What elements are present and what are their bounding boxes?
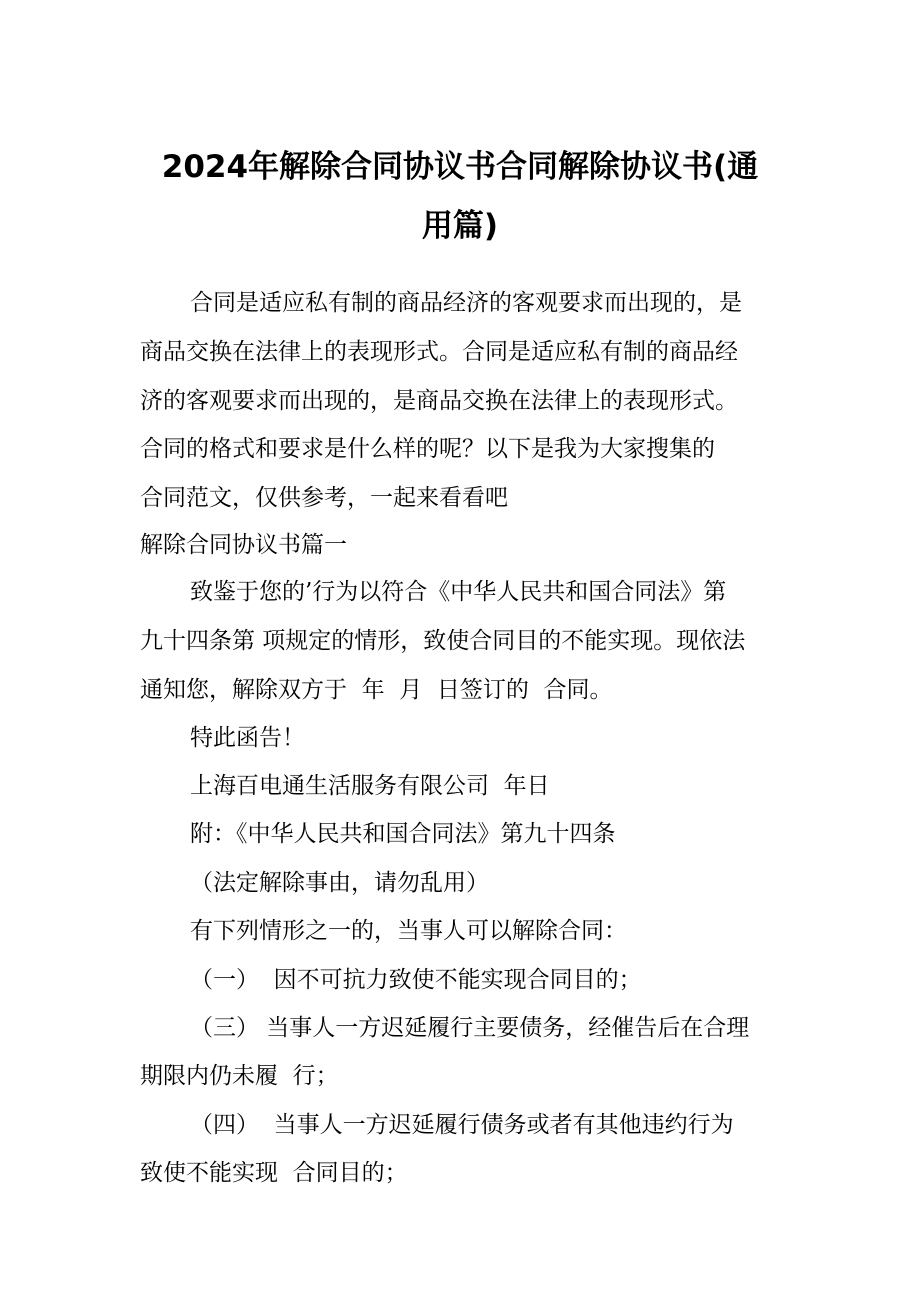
intro-line-4: 合同的格式和要求是什么样的呢？以下是我为大家搜集的	[140, 436, 715, 462]
appendix-note: （法定解除事由，请勿乱用）	[190, 870, 489, 896]
intro-line-2: 商品交换在法律上的表现形式。合同是适应私有制的商品经	[140, 339, 738, 365]
clause-3-line-1: （三） 当事人一方迟延履行主要债务，经催告后在合理	[190, 1015, 750, 1041]
appendix-title: 附：《中华人民共和国合同法》第九十四条	[190, 821, 616, 847]
clause-1: （一） 因不可抗力致使不能实现合同目的；	[190, 967, 642, 993]
document-title-line-2: 用篇)	[421, 208, 499, 244]
clause-4-line-1: （四） 当事人一方迟延履行债务或者有其他违约行为	[190, 1112, 734, 1138]
closing-line: 特此函告！	[190, 725, 305, 751]
section-heading: 解除合同协议书篇一	[140, 532, 347, 558]
intro-line-3: 济的客观要求而出现的，是商品交换在法律上的表现形式。	[140, 388, 738, 414]
clause-3-line-2: 期限内仍未履 行；	[140, 1063, 339, 1089]
notice-line-2: 九十四条第 项规定的情形，致使合同目的不能实现。现依法	[140, 628, 746, 654]
clause-4-line-2: 致使不能实现 合同目的；	[140, 1160, 408, 1186]
signature-line: 上海百电通生活服务有限公司 年日	[190, 773, 550, 799]
notice-line-3: 通知您，解除双方于 年 月 日签订的 合同。	[140, 677, 613, 703]
notice-line-1: 致鉴于您的’行为以符合《中华人民共和国合同法》第	[190, 579, 727, 605]
intro-line-5: 合同范文，仅供参考，一起来看看吧	[140, 485, 508, 511]
intro-line-1: 合同是适应私有制的商品经济的客观要求而出现的，是	[190, 290, 742, 316]
document-title-line-1: 2024年解除合同协议书合同解除协议书(通	[161, 149, 759, 185]
clause-intro: 有下列情形之一的，当事人可以解除合同：	[190, 918, 627, 944]
